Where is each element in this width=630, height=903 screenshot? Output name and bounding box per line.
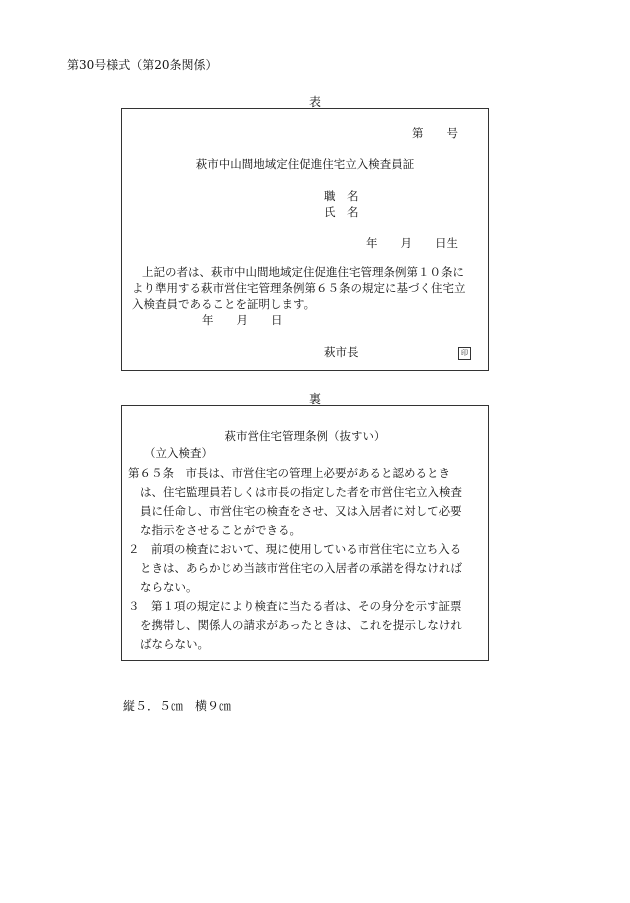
seal-icon: 印 [458, 347, 471, 360]
inspector-card-back [121, 405, 489, 661]
paragraph3-line: ばならない。 [140, 637, 209, 651]
body-line: より準用する萩市営住宅管理条例第６５条の規定に基づく住宅立 [132, 281, 466, 295]
paragraph2-line: ときは、あらかじめ当該市営住宅の入居者の承諾を得なければ [140, 561, 462, 575]
article-line: な指示をさせることができる。 [140, 523, 301, 537]
article-line: は、住宅監理員若しくは市長の指定した者を市営住宅立入検査 [140, 485, 462, 499]
front-side-title: 表 [308, 95, 321, 109]
birth-date: 年 月 日生 [366, 236, 458, 250]
paragraph3-line: ３ 第１項の規定により検査に当たる者は、その身分を示す証票 [128, 599, 462, 613]
card-size-note: 縦５．５㎝ 横９㎝ [123, 699, 232, 713]
article-line: 第６５条 市長は、市営住宅の管理上必要があると認めるとき [128, 466, 450, 480]
inspector-card-front [121, 108, 489, 371]
paragraph3-line: を携帯し、関係人の請求があったときは、これを提示しなけれ [140, 618, 462, 632]
paragraph2-line: ならない。 [140, 580, 198, 594]
body-line: 入検査員であることを証明します。 [132, 297, 316, 311]
article-line: 員に任命し、市営住宅の検査をさせ、又は入居者に対して必要 [140, 504, 462, 518]
position-label: 職 名 [324, 189, 359, 203]
law-title: 萩市営住宅管理条例（抜すい） [224, 429, 386, 443]
certificate-number: 第 号 [412, 126, 458, 140]
back-side-title: 裏 [308, 392, 321, 406]
issuer-name: 萩市長 [324, 345, 359, 359]
body-line: 上記の者は、萩市中山間地域定住促進住宅管理条例第１０条に [142, 265, 464, 279]
name-label: 氏 名 [324, 205, 359, 219]
certificate-title: 萩市中山間地域定住促進住宅立入検査員証 [195, 157, 415, 171]
form-number-label: 第30号様式（第20条関係） [67, 58, 218, 72]
seal-mark [458, 344, 471, 361]
issue-date: 年 月 日 [202, 313, 283, 327]
section-caption: （立入検査） [144, 446, 213, 460]
paragraph2-line: ２ 前項の検査において、現に使用している市営住宅に立ち入る [128, 542, 462, 556]
